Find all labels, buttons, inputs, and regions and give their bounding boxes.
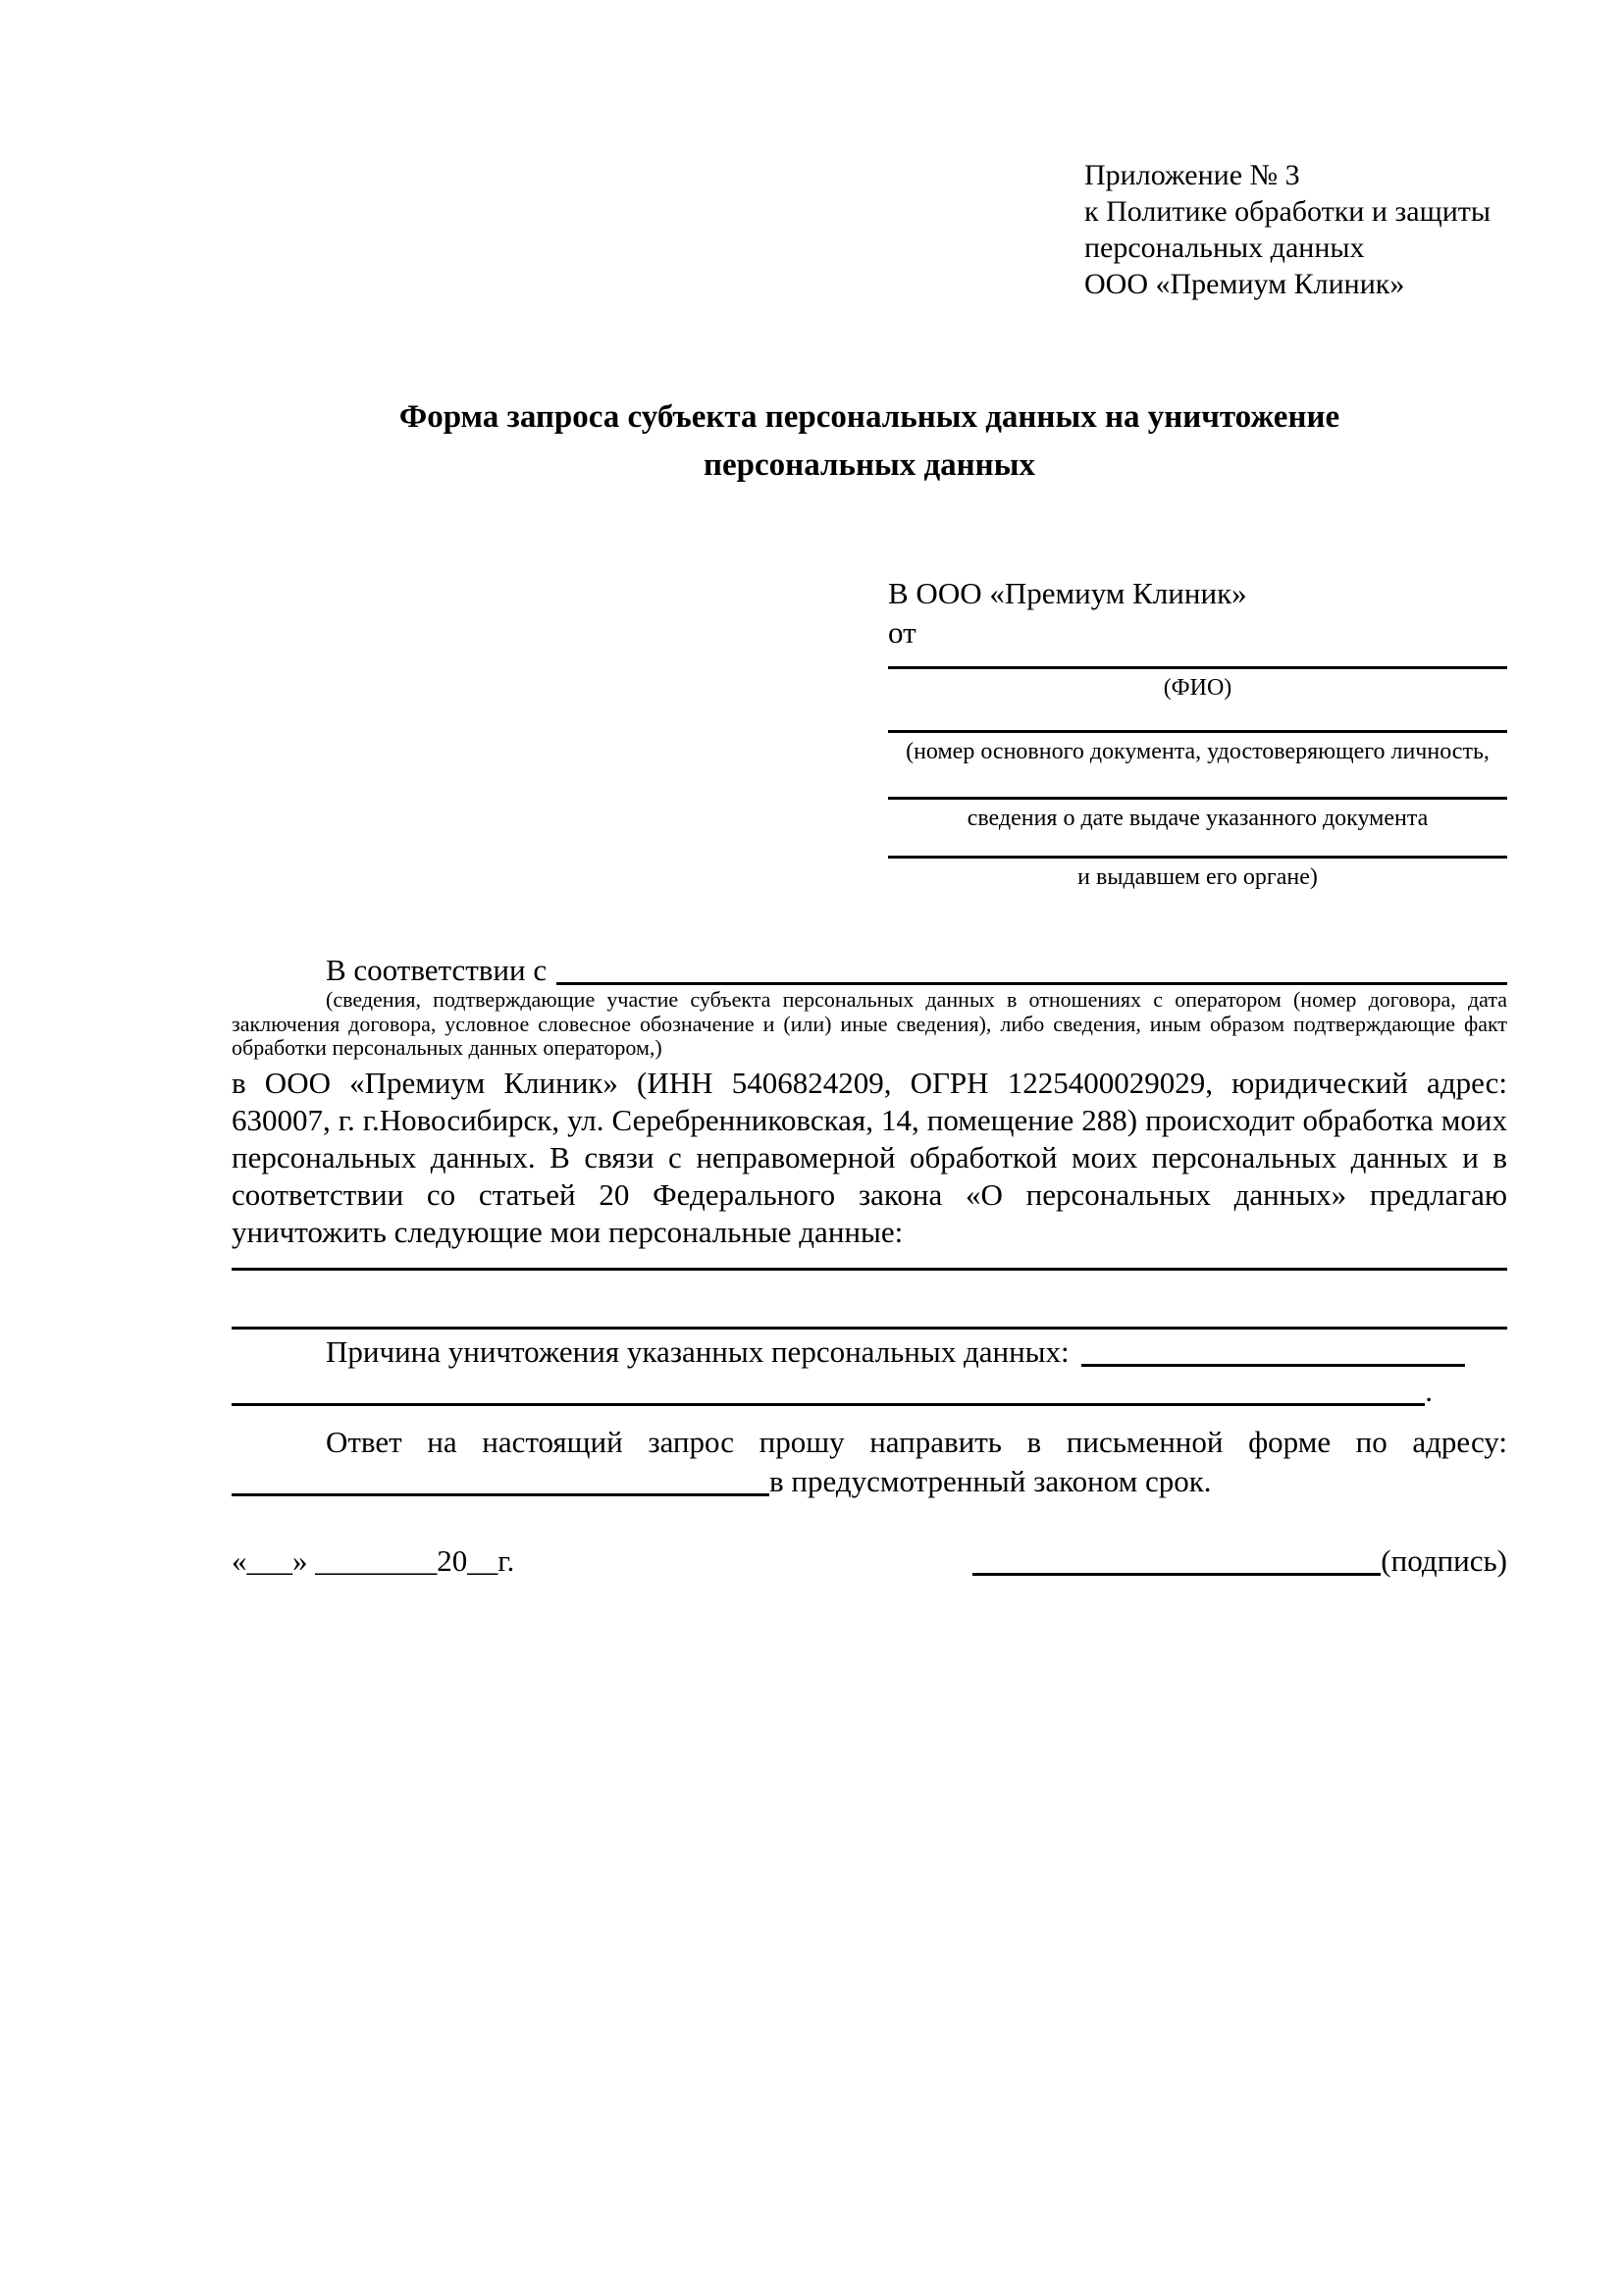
- date-signature-row: [232, 1541, 1507, 1581]
- period: .: [1425, 1373, 1433, 1408]
- signature-group: [972, 1541, 1507, 1581]
- blank-line-issuer: [888, 856, 1507, 859]
- header-note-line: Приложение № 3: [1084, 159, 1300, 191]
- reason-label: Причина уничтожения указанных персональных данных:: [326, 1333, 1070, 1369]
- document-title-line: Форма запроса субъекта персональных данных на уничтожение: [398, 399, 1340, 435]
- header-note-line: к Политике обработки и защиты: [1084, 195, 1492, 228]
- caption-document-number: (номер основного документа, удостоверяющего личность,: [906, 739, 1490, 764]
- signature-blank: [972, 1573, 1381, 1576]
- blank-line-document-number: [888, 730, 1507, 733]
- caption-fio: (ФИО): [1163, 675, 1232, 701]
- document-title-line: персональных данных: [704, 447, 1035, 483]
- blank-fill-line: [232, 1327, 1507, 1330]
- accordance-blank: [556, 982, 1507, 985]
- accordance-label: В соответствии с: [326, 953, 548, 987]
- address-blank: [232, 1493, 769, 1496]
- reply-address-line: [232, 1463, 1507, 1500]
- blank-line-issue-date: [888, 797, 1507, 800]
- reply-sentence: Ответ на настоящий запрос прошу направить в письменной форме по адресу:: [326, 1424, 1507, 1459]
- addressee-from-label: от: [888, 615, 916, 650]
- reply-tail: в предусмотренный законом срок.: [769, 1463, 1212, 1498]
- reason-blank: [1081, 1364, 1465, 1367]
- header-note: [1084, 157, 1507, 302]
- footnote: (сведения, подтверждающие участие субъекта персональных данных в отношениях с оператором (номер договора, дата заключения договора, условное словесное обозначение и (или) иные сведения), либо сведения, иным образом подтверждающие факт обработки персональных данных оператором,): [232, 987, 1507, 1060]
- caption-issuer: и выдавшем его органе): [1077, 864, 1318, 890]
- blank-line-fio: [888, 666, 1507, 669]
- document-content: [232, 157, 1507, 1581]
- addressee-block: [888, 574, 1507, 892]
- blank-fill-line: [232, 1268, 1507, 1271]
- reason-line: [232, 1331, 1507, 1373]
- header-note-line: персональных данных: [1084, 232, 1365, 264]
- addressee-to: В ООО «Премиум Клиник»: [888, 576, 1247, 610]
- blank-line-with-period: [232, 1373, 1507, 1410]
- caption-issue-date: сведения о дате выдаче указанного документа: [967, 806, 1429, 831]
- document-title: [232, 393, 1507, 490]
- main-paragraph: в ООО «Премиум Клиник» (ИНН 5406824209, ОГРН 1225400029029, юридический адрес: 630007, г. г.Новосибирск, ул. Серебренниковская, 14, помещение 288) происходит обработка моих персональных данных. В связи с неправомерной обработкой моих персональных данных и в соответствии со статьей 20 Федерального закона «О персональных данных» предлагаю уничтожить следующие мои персональные данные:: [232, 1065, 1507, 1249]
- date-blank: «___» ________20__г.: [232, 1542, 515, 1578]
- accordance-line: [232, 953, 1507, 988]
- signature-caption: (подпись): [1381, 1542, 1507, 1578]
- header-note-line: ООО «Премиум Клиник»: [1084, 268, 1405, 300]
- blank-fill-line: [232, 1403, 1425, 1406]
